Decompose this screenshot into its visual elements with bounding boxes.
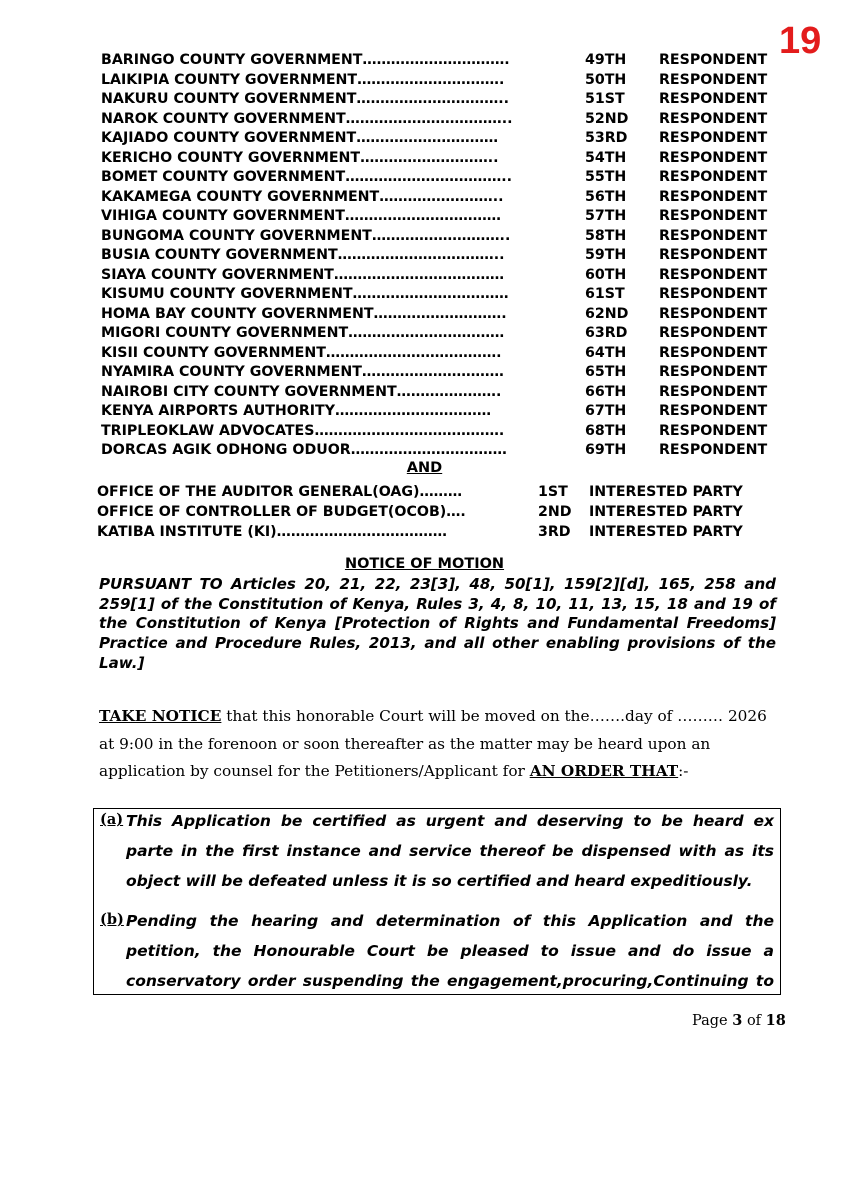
respondent-name: BOMET COUNTY GOVERNMENT…………………………….. [101, 169, 513, 185]
take-notice-body: that this honorable Court will be moved on the…….day of ……… 2026 at 9:00 in the forenoon or soon thereafter as the matter may be heard upon an application by counsel for the Petitioners/Applicant for [99, 707, 767, 780]
interested-party-ordinal: 3RD [538, 524, 571, 540]
respondent-row [101, 90, 791, 110]
respondent-name: KAJIADO COUNTY GOVERNMENT………………………… [101, 130, 499, 146]
respondent-name: LAIKIPIA COUNTY GOVERNMENT…………………………. [101, 71, 505, 88]
order-label: (a) [100, 811, 124, 828]
respondent-row [101, 188, 791, 208]
respondent-row [101, 266, 791, 286]
respondent-row [101, 149, 791, 169]
respondent-ordinal: 66TH [585, 383, 627, 400]
respondent-role: RESPONDENT [659, 325, 768, 341]
respondent-name: NYAMIRA COUNTY GOVERNMENT………………………… [101, 364, 504, 380]
respondent-role: RESPONDENT [659, 208, 768, 224]
respondent-role: RESPONDENT [659, 286, 768, 302]
interested-party-name: OFFICE OF THE AUDITOR GENERAL(OAG)……… [97, 484, 463, 500]
interested-party-role: INTERESTED PARTY [589, 524, 743, 540]
respondent-row [101, 324, 791, 344]
respondent-row [101, 363, 791, 383]
respondent-role: RESPONDENT [659, 130, 768, 146]
respondent-role: RESPONDENT [659, 383, 768, 400]
respondent-row [101, 344, 791, 364]
respondent-role: RESPONDENT [659, 247, 768, 263]
respondent-row [101, 402, 791, 422]
respondent-row [101, 383, 791, 403]
respondent-role: RESPONDENT [659, 169, 768, 185]
footer-of-word: of [746, 1013, 762, 1029]
interested-party-row [97, 502, 797, 522]
respondent-ordinal: 57TH [585, 208, 627, 224]
respondent-ordinal: 52ND [585, 110, 629, 127]
order-line: This Application be certified as urgent and deserving to be heard ex [126, 812, 774, 830]
respondent-name: BUSIA COUNTY GOVERNMENT…………………………….. [101, 247, 505, 263]
order-line: object will be defeated unless it is so certified and heard expeditiously. [126, 872, 753, 890]
respondent-name: BUNGOMA COUNTY GOVERNMENT……………………….. [101, 227, 511, 244]
footer-page-number: 3 [732, 1012, 743, 1029]
take-notice-tail: :- [678, 762, 689, 780]
respondent-ordinal: 54TH [585, 149, 627, 166]
respondent-row [101, 207, 791, 227]
respondent-ordinal: 60TH [585, 266, 627, 283]
respondent-row [101, 441, 791, 461]
respondent-row [101, 305, 791, 325]
respondent-row [101, 110, 791, 130]
respondent-role: RESPONDENT [659, 305, 768, 322]
respondent-ordinal: 65TH [585, 364, 627, 380]
notice-of-motion-title: NOTICE OF MOTION [344, 556, 505, 572]
respondent-name: HOMA BAY COUNTY GOVERNMENT………………………. [101, 305, 507, 322]
respondent-name: NAIROBI CITY COUNTY GOVERNMENT…………………. [101, 383, 502, 400]
respondent-ordinal: 68TH [585, 422, 627, 439]
order-text [126, 806, 774, 896]
interested-parties-list [97, 482, 797, 542]
respondent-name: KERICHO COUNTY GOVERNMENT……………………….. [101, 149, 499, 166]
respondent-name: NAKURU COUNTY GOVERNMENT………………………….. [101, 91, 510, 107]
respondent-ordinal: 58TH [585, 227, 627, 244]
respondent-name: MIGORI COUNTY GOVERNMENT…………………………… [101, 325, 505, 341]
respondent-role: RESPONDENT [659, 227, 768, 244]
respondent-row [101, 71, 791, 91]
respondent-row [101, 246, 791, 266]
respondent-ordinal: 50TH [585, 71, 627, 88]
respondent-role: RESPONDENT [659, 91, 768, 107]
respondents-list [101, 51, 791, 461]
respondent-role: RESPONDENT [659, 403, 768, 419]
pursuant-paragraph: PURSUANT TO Articles 20, 21, 22, 23[3], 48, 50[1], 159[2][d], 165, 258 and 259[1] of the Constitution of Kenya, Rules 3, 4, 8, 10, 11, 13, 15, 18 and 19 of the Constitution of Kenya [Protection of Rights and Fundamental Freedoms] Practice and Procedure Rules, 2013, and all other enabling provisions of the Law.] [99, 575, 776, 672]
order-line: Pending the hearing and determination of this Application and the [126, 912, 774, 930]
respondent-name: SIAYA COUNTY GOVERNMENT……………………………… [101, 266, 505, 283]
respondent-row [101, 51, 791, 71]
respondent-role: RESPONDENT [659, 52, 768, 68]
respondent-ordinal: 63RD [585, 325, 628, 341]
interested-party-row [97, 522, 797, 542]
respondent-row [101, 168, 791, 188]
respondent-role: RESPONDENT [659, 188, 768, 205]
order-line: conservatory order suspending the engagement,procuring,Continuing to [126, 972, 774, 990]
respondent-name: VIHIGA COUNTY GOVERNMENT…………………………… [101, 208, 501, 224]
respondent-row [101, 422, 791, 442]
respondent-ordinal: 59TH [585, 247, 627, 263]
order-text [126, 906, 774, 996]
respondent-ordinal: 49TH [585, 52, 627, 68]
respondent-row [101, 129, 791, 149]
respondent-name: KAKAMEGA COUNTY GOVERNMENT…………………….. [101, 188, 504, 205]
respondent-role: RESPONDENT [659, 442, 768, 458]
respondent-ordinal: 56TH [585, 188, 627, 205]
respondent-ordinal: 67TH [585, 403, 627, 419]
order-phrase: AN ORDER THAT [529, 762, 679, 780]
order-label: (b) [100, 911, 124, 928]
respondent-role: RESPONDENT [659, 110, 768, 127]
respondent-role: RESPONDENT [659, 364, 768, 380]
respondent-role: RESPONDENT [659, 149, 768, 166]
page-footer [692, 1012, 786, 1029]
respondent-role: RESPONDENT [659, 266, 768, 283]
respondent-name: DORCAS AGIK ODHONG ODUOR…………………………… [101, 442, 507, 458]
order-line: parte in the first instance and service thereof be dispensed with as its [126, 842, 774, 860]
footer-page-word: Page [692, 1013, 728, 1029]
respondent-name: NAROK COUNTY GOVERNMENT…………………………….. [101, 110, 513, 127]
take-notice-lead: TAKE NOTICE [99, 707, 222, 725]
respondent-row [101, 227, 791, 247]
respondent-role: RESPONDENT [659, 422, 768, 439]
respondent-ordinal: 51ST [585, 91, 625, 107]
interested-party-ordinal: 2ND [538, 504, 572, 520]
interested-party-name: KATIBA INSTITUTE (KI)……………………………… [97, 524, 447, 540]
respondent-ordinal: 64TH [585, 344, 627, 361]
page-stamp-number: 19 [779, 20, 822, 62]
respondent-row [101, 285, 791, 305]
respondent-role: RESPONDENT [659, 344, 768, 361]
respondent-ordinal: 61ST [585, 286, 625, 302]
interested-party-ordinal: 1ST [538, 484, 568, 500]
respondent-name: KISII COUNTY GOVERNMENT………………………………. [101, 344, 502, 361]
order-line: petition, the Honourable Court be pleased to issue and do issue a [126, 942, 774, 960]
take-notice-paragraph [99, 703, 776, 786]
respondent-name: KENYA AIRPORTS AUTHORITY…………………………… [101, 403, 492, 419]
respondent-ordinal: 62ND [585, 305, 629, 322]
footer-total-pages: 18 [765, 1012, 786, 1029]
interested-party-role: INTERESTED PARTY [589, 484, 743, 500]
respondent-ordinal: 53RD [585, 130, 628, 146]
respondent-name: TRIPLEOKLAW ADVOCATES…………………………………. [101, 422, 505, 439]
interested-party-role: INTERESTED PARTY [589, 504, 743, 520]
respondent-ordinal: 55TH [585, 169, 627, 185]
respondent-role: RESPONDENT [659, 71, 768, 88]
interested-party-row [97, 482, 797, 502]
respondent-ordinal: 69TH [585, 442, 627, 458]
interested-party-name: OFFICE OF CONTROLLER OF BUDGET(OCOB)…. [97, 504, 466, 520]
respondent-name: KISUMU COUNTY GOVERNMENT…………………………… [101, 286, 509, 302]
and-separator: AND [406, 460, 443, 476]
orders-box [93, 808, 781, 995]
respondent-name: BARINGO COUNTY GOVERNMENT…………………………. [101, 52, 510, 68]
